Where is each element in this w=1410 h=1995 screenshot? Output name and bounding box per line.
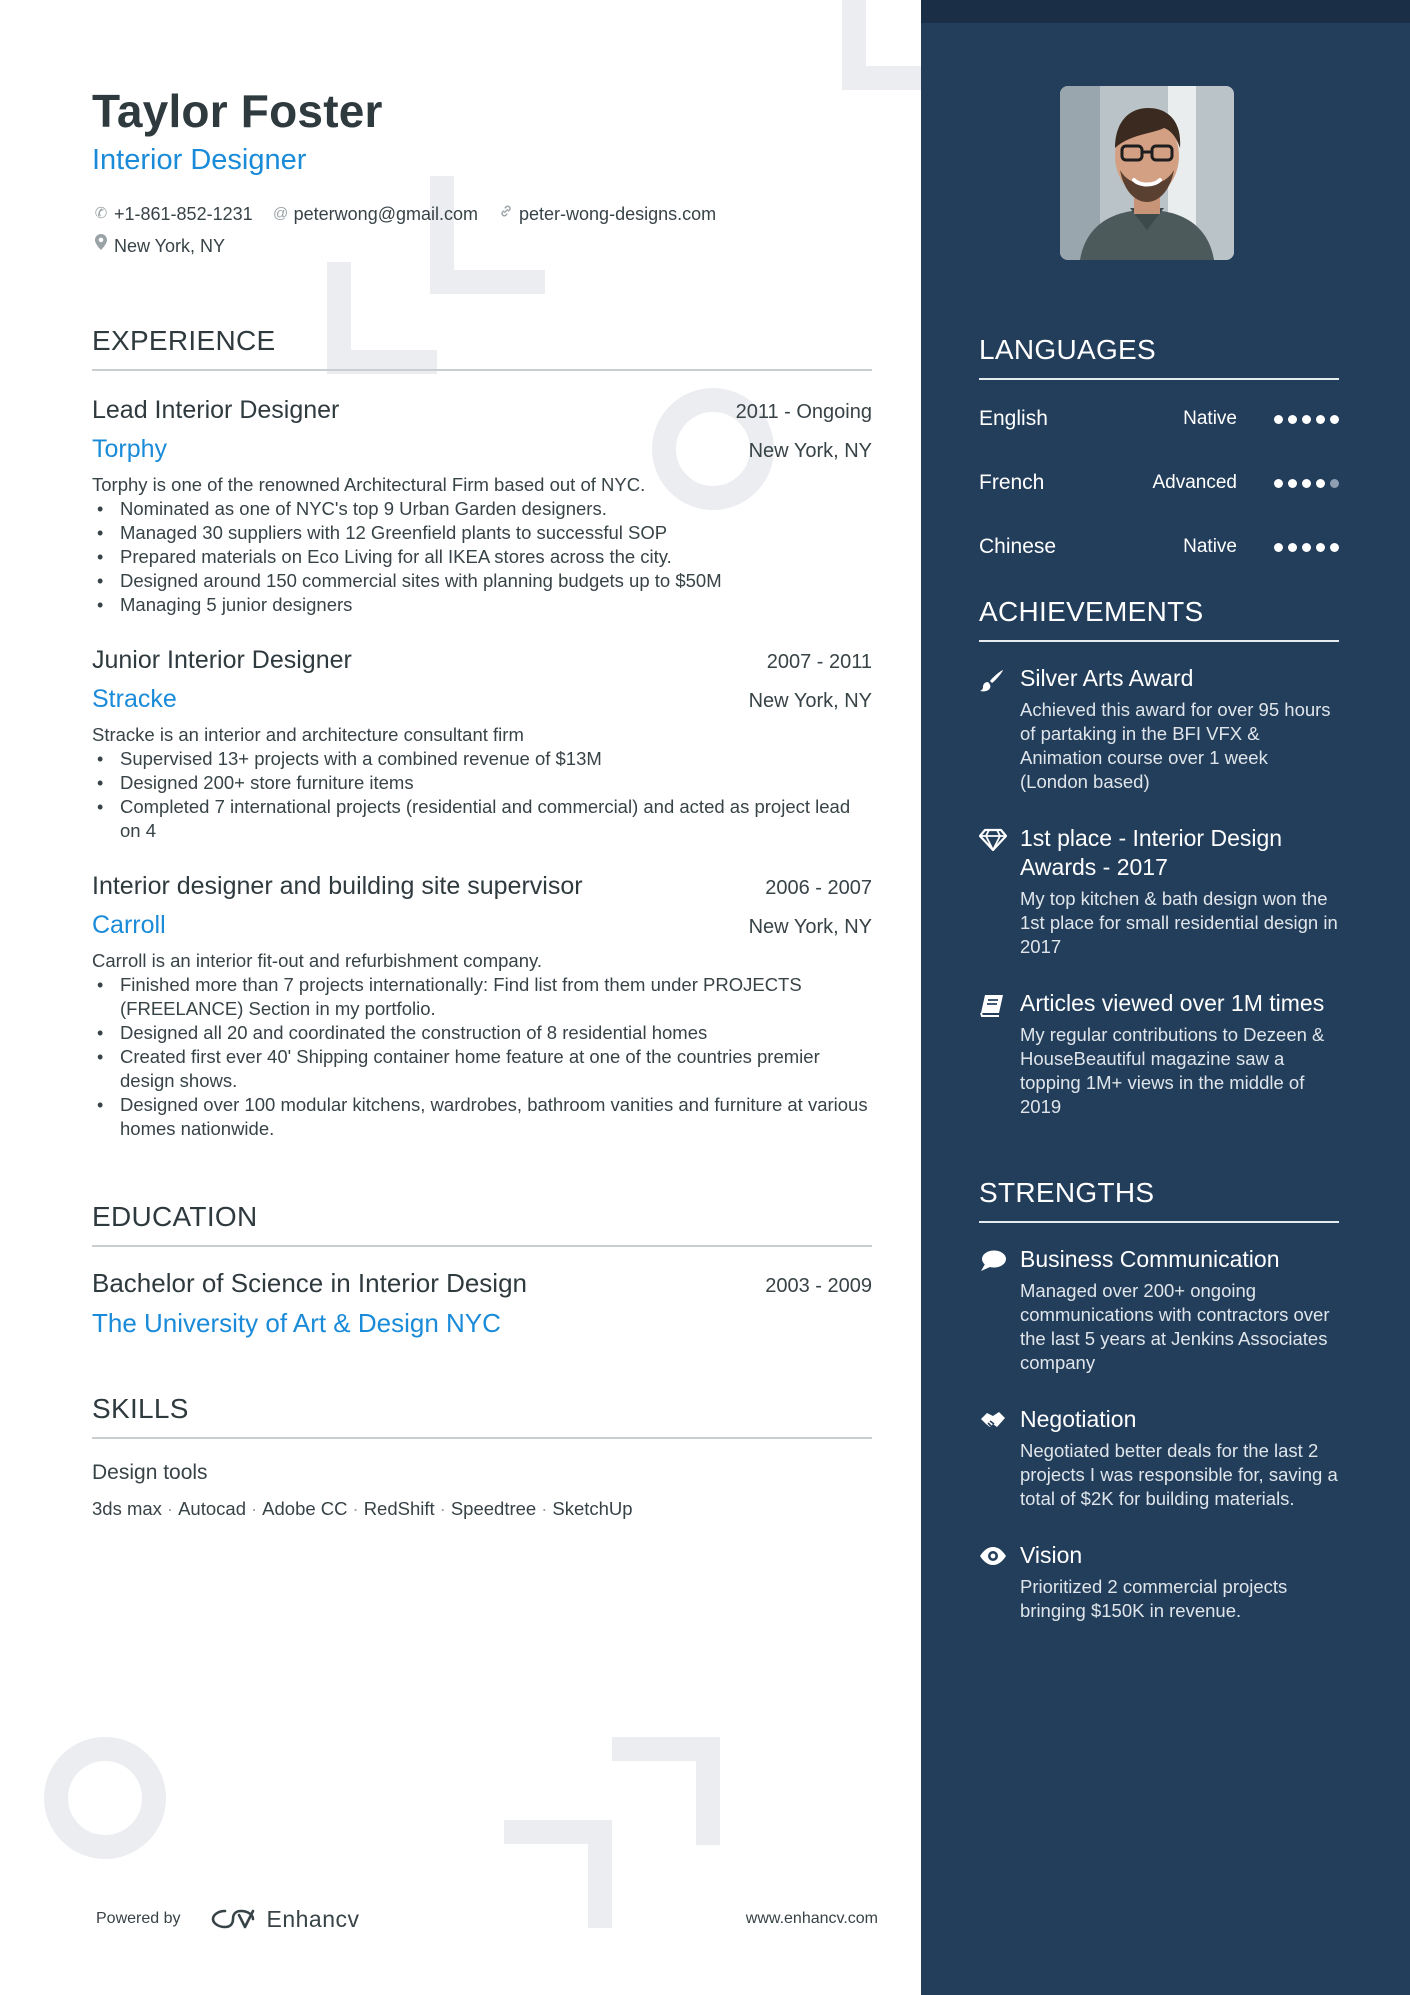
sidebar: [921, 0, 1410, 1995]
job-entry: [92, 393, 872, 617]
job-title: Junior Interior Designer: [92, 646, 352, 674]
footer: [96, 1902, 878, 1936]
at-icon: @: [273, 205, 289, 222]
language-item: [979, 466, 1339, 500]
job-dates: 2006 - 2007: [765, 877, 872, 899]
strength-item: [979, 1245, 1339, 1375]
education-heading: EDUCATION: [92, 1199, 872, 1247]
rating-dot: [1274, 543, 1283, 552]
rating-dot: [1288, 543, 1297, 552]
rating-dot: [1330, 479, 1339, 488]
location-text: New York, NY: [114, 236, 226, 256]
strength-description: Prioritized 2 commercial projects bringing $150K in revenue.: [1020, 1576, 1288, 1621]
achievements-heading: ACHIEVEMENTS: [979, 594, 1339, 642]
job-entry: [92, 643, 872, 843]
language-rating: [1269, 479, 1339, 488]
achievement-description: My top kitchen & bath design won the 1st place for small residential design in 2017: [1020, 888, 1338, 957]
phone-icon: ✆: [94, 205, 108, 222]
bullet-item: • Finished more than 7 projects internationally: Find list from them under PROJECTS (FREELANCE) Section in my portfolio.: [92, 973, 872, 1021]
bullet-item: • Completed 7 international projects (residential and commercial) and acted as project lead on 4: [92, 795, 872, 843]
skill-separator: ·: [166, 1498, 174, 1519]
skills-heading: SKILLS: [92, 1391, 872, 1439]
book-icon: [979, 993, 1007, 1019]
email-contact[interactable]: [272, 199, 478, 229]
bullet-item: • Created first ever 40' Shipping container home feature at one of the countries premier design shows.: [92, 1045, 872, 1093]
eye-icon: [979, 1545, 1007, 1571]
rating-dot: [1302, 479, 1311, 488]
sidebar-top-bar: [921, 0, 1410, 23]
languages-heading: LANGUAGES: [979, 332, 1339, 380]
skill-separator: ·: [439, 1498, 446, 1519]
bullet-item: • Managing 5 junior designers: [92, 593, 872, 617]
paintbrush-icon: [979, 668, 1007, 694]
skill-item: 3ds max: [92, 1498, 162, 1519]
sidebar-content: [979, 332, 1339, 1623]
rating-dot: [1316, 479, 1325, 488]
phone-text: +1-861-852-1231: [114, 204, 253, 224]
skill-item: Adobe CC: [262, 1498, 348, 1519]
skill-item: SketchUp: [552, 1498, 633, 1519]
job-location: New York, NY: [748, 690, 872, 712]
achievement-title: Silver Arts Award: [1020, 665, 1194, 691]
language-item: [979, 530, 1339, 564]
company-name: Torphy: [92, 435, 168, 463]
bullet-item: • Prepared materials on Eco Living for all IKEA stores across the city.: [92, 545, 872, 569]
achievement-item: [979, 664, 1339, 794]
job-bullets: [92, 497, 872, 617]
bullet-item: • Designed 200+ store furniture items: [92, 771, 872, 795]
strengths-section: [979, 1175, 1339, 1623]
candidate-name: Taylor Foster: [92, 85, 383, 137]
skill-item: Autocad: [178, 1498, 246, 1519]
company-name: Carroll: [92, 911, 166, 939]
achievement-item: [979, 824, 1339, 959]
strength-item: [979, 1405, 1339, 1511]
footer-site-link[interactable]: www.enhancv.com: [745, 1910, 878, 1927]
experience-heading: EXPERIENCE: [92, 323, 872, 371]
company-description: Stracke is an interior and architecture consultant firm: [92, 724, 524, 745]
job-bullets: [92, 973, 872, 1141]
skill-item: Speedtree: [450, 1498, 537, 1519]
job-title: Lead Interior Designer: [92, 396, 340, 424]
bullet-item: • Managed 30 suppliers with 12 Greenfield plants to successful SOP: [92, 521, 872, 545]
skill-group-title: Design tools: [92, 1461, 208, 1484]
link-icon: [497, 199, 515, 229]
brand-logo[interactable]: [209, 1906, 360, 1933]
language-level: Native: [1183, 536, 1237, 557]
degree-title: Bachelor of Science in Interior Design: [92, 1268, 528, 1298]
decor-ring-shape: [44, 1737, 166, 1859]
skill-separator: ·: [541, 1498, 548, 1519]
language-name: French: [979, 471, 1045, 494]
language-rating: [1269, 543, 1339, 552]
strength-title: Business Communication: [1020, 1246, 1280, 1272]
rating-dot: [1274, 479, 1283, 488]
skill-separator: ·: [352, 1498, 359, 1519]
company-description: Torphy is one of the renowned Architectural Firm based out of NYC.: [92, 474, 646, 495]
rating-dot: [1288, 479, 1297, 488]
company-name: Stracke: [92, 685, 177, 713]
job-location: New York, NY: [748, 916, 872, 938]
website-text: peter-wong-designs.com: [519, 204, 717, 224]
diamond-icon: [979, 828, 1007, 854]
strength-description: Managed over 200+ ongoing communications with contractors over the last 5 years at Jenkins Associates company: [1020, 1280, 1330, 1373]
achievement-description: Achieved this award for over 95 hours of partaking in the BFI VFX & Animation course over 1 week (London based): [1020, 699, 1331, 792]
strength-item: [979, 1541, 1339, 1623]
rating-dot: [1302, 415, 1311, 424]
rating-dot: [1302, 543, 1311, 552]
achievements-section: [979, 594, 1339, 1119]
phone-contact[interactable]: [92, 199, 253, 229]
speech-bubble-icon: [979, 1249, 1007, 1275]
profile-photo: [1060, 86, 1234, 260]
main-content: [92, 82, 872, 1521]
bullet-item: • Supervised 13+ projects with a combined revenue of $13M: [92, 747, 872, 771]
experience-section: [92, 323, 872, 1141]
achievement-item: [979, 989, 1339, 1119]
strength-title: Negotiation: [1020, 1406, 1137, 1432]
rating-dot: [1274, 415, 1283, 424]
company-description: Carroll is an interior fit-out and refurbishment company.: [92, 950, 543, 971]
rating-dot: [1330, 543, 1339, 552]
rating-dot: [1330, 415, 1339, 424]
achievement-title: Articles viewed over 1M times: [1020, 990, 1325, 1016]
bullet-item: • Designed over 100 modular kitchens, wardrobes, bathroom vanities and furniture at various homes nationwide.: [92, 1093, 872, 1141]
achievement-title: 1st place - Interior Design Awards - 2017: [1020, 825, 1283, 880]
language-level: Native: [1183, 408, 1237, 429]
decor-corner-shape: [842, 0, 924, 90]
decor-corner-shape: [612, 1737, 720, 1845]
location-contact: [92, 231, 225, 261]
strength-title: Vision: [1020, 1542, 1083, 1568]
strengths-heading: STRENGTHS: [979, 1175, 1339, 1223]
education-section: [92, 1199, 872, 1341]
brand-name: Enhancv: [266, 1905, 360, 1932]
bullet-item: • Designed all 20 and coordinated the construction of 8 residential homes: [92, 1021, 872, 1045]
email-text: peterwong@gmail.com: [293, 204, 478, 224]
job-dates: 2007 - 2011: [766, 651, 872, 673]
job-dates: 2011 - Ongoing: [735, 401, 872, 423]
rating-dot: [1288, 415, 1297, 424]
job-entry: [92, 869, 872, 1141]
candidate-title: Interior Designer: [92, 144, 307, 176]
education-entry: [92, 1265, 872, 1341]
strength-description: Negotiated better deals for the last 2 projects I was responsible for, saving a total of $2K for building materials.: [1020, 1440, 1338, 1509]
job-location: New York, NY: [748, 440, 872, 462]
languages-list: [979, 402, 1339, 564]
enhancv-logo-icon: [209, 1907, 257, 1931]
language-rating: [1269, 415, 1339, 424]
language-level: Advanced: [1152, 472, 1237, 493]
website-contact[interactable]: [497, 199, 716, 229]
achievement-description: My regular contributions to Dezeen & HouseBeautiful magazine saw a topping 1M+ views in the middle of 2019: [1020, 1024, 1325, 1117]
skill-list: [92, 1497, 872, 1521]
skill-separator: ·: [250, 1498, 258, 1519]
contact-info: [92, 197, 872, 261]
language-item: [979, 402, 1339, 436]
handshake-icon: [979, 1409, 1007, 1435]
school-name: The University of Art & Design NYC: [92, 1308, 501, 1338]
bullet-item: • Nominated as one of NYC's top 9 Urban Garden designers.: [92, 497, 872, 521]
education-dates: 2003 - 2009: [765, 1275, 872, 1297]
rating-dot: [1316, 543, 1325, 552]
job-title: Interior designer and building site supervisor: [92, 872, 583, 900]
language-name: English: [979, 407, 1048, 430]
powered-by-text: Powered by: [96, 1910, 181, 1927]
bullet-item: • Designed around 150 commercial sites with planning budgets up to $50M: [92, 569, 872, 593]
skill-item: RedShift: [363, 1498, 435, 1519]
location-pin-icon: [92, 231, 110, 261]
job-bullets: [92, 747, 872, 843]
rating-dot: [1316, 415, 1325, 424]
skills-section: [92, 1391, 872, 1521]
language-name: Chinese: [979, 535, 1057, 558]
